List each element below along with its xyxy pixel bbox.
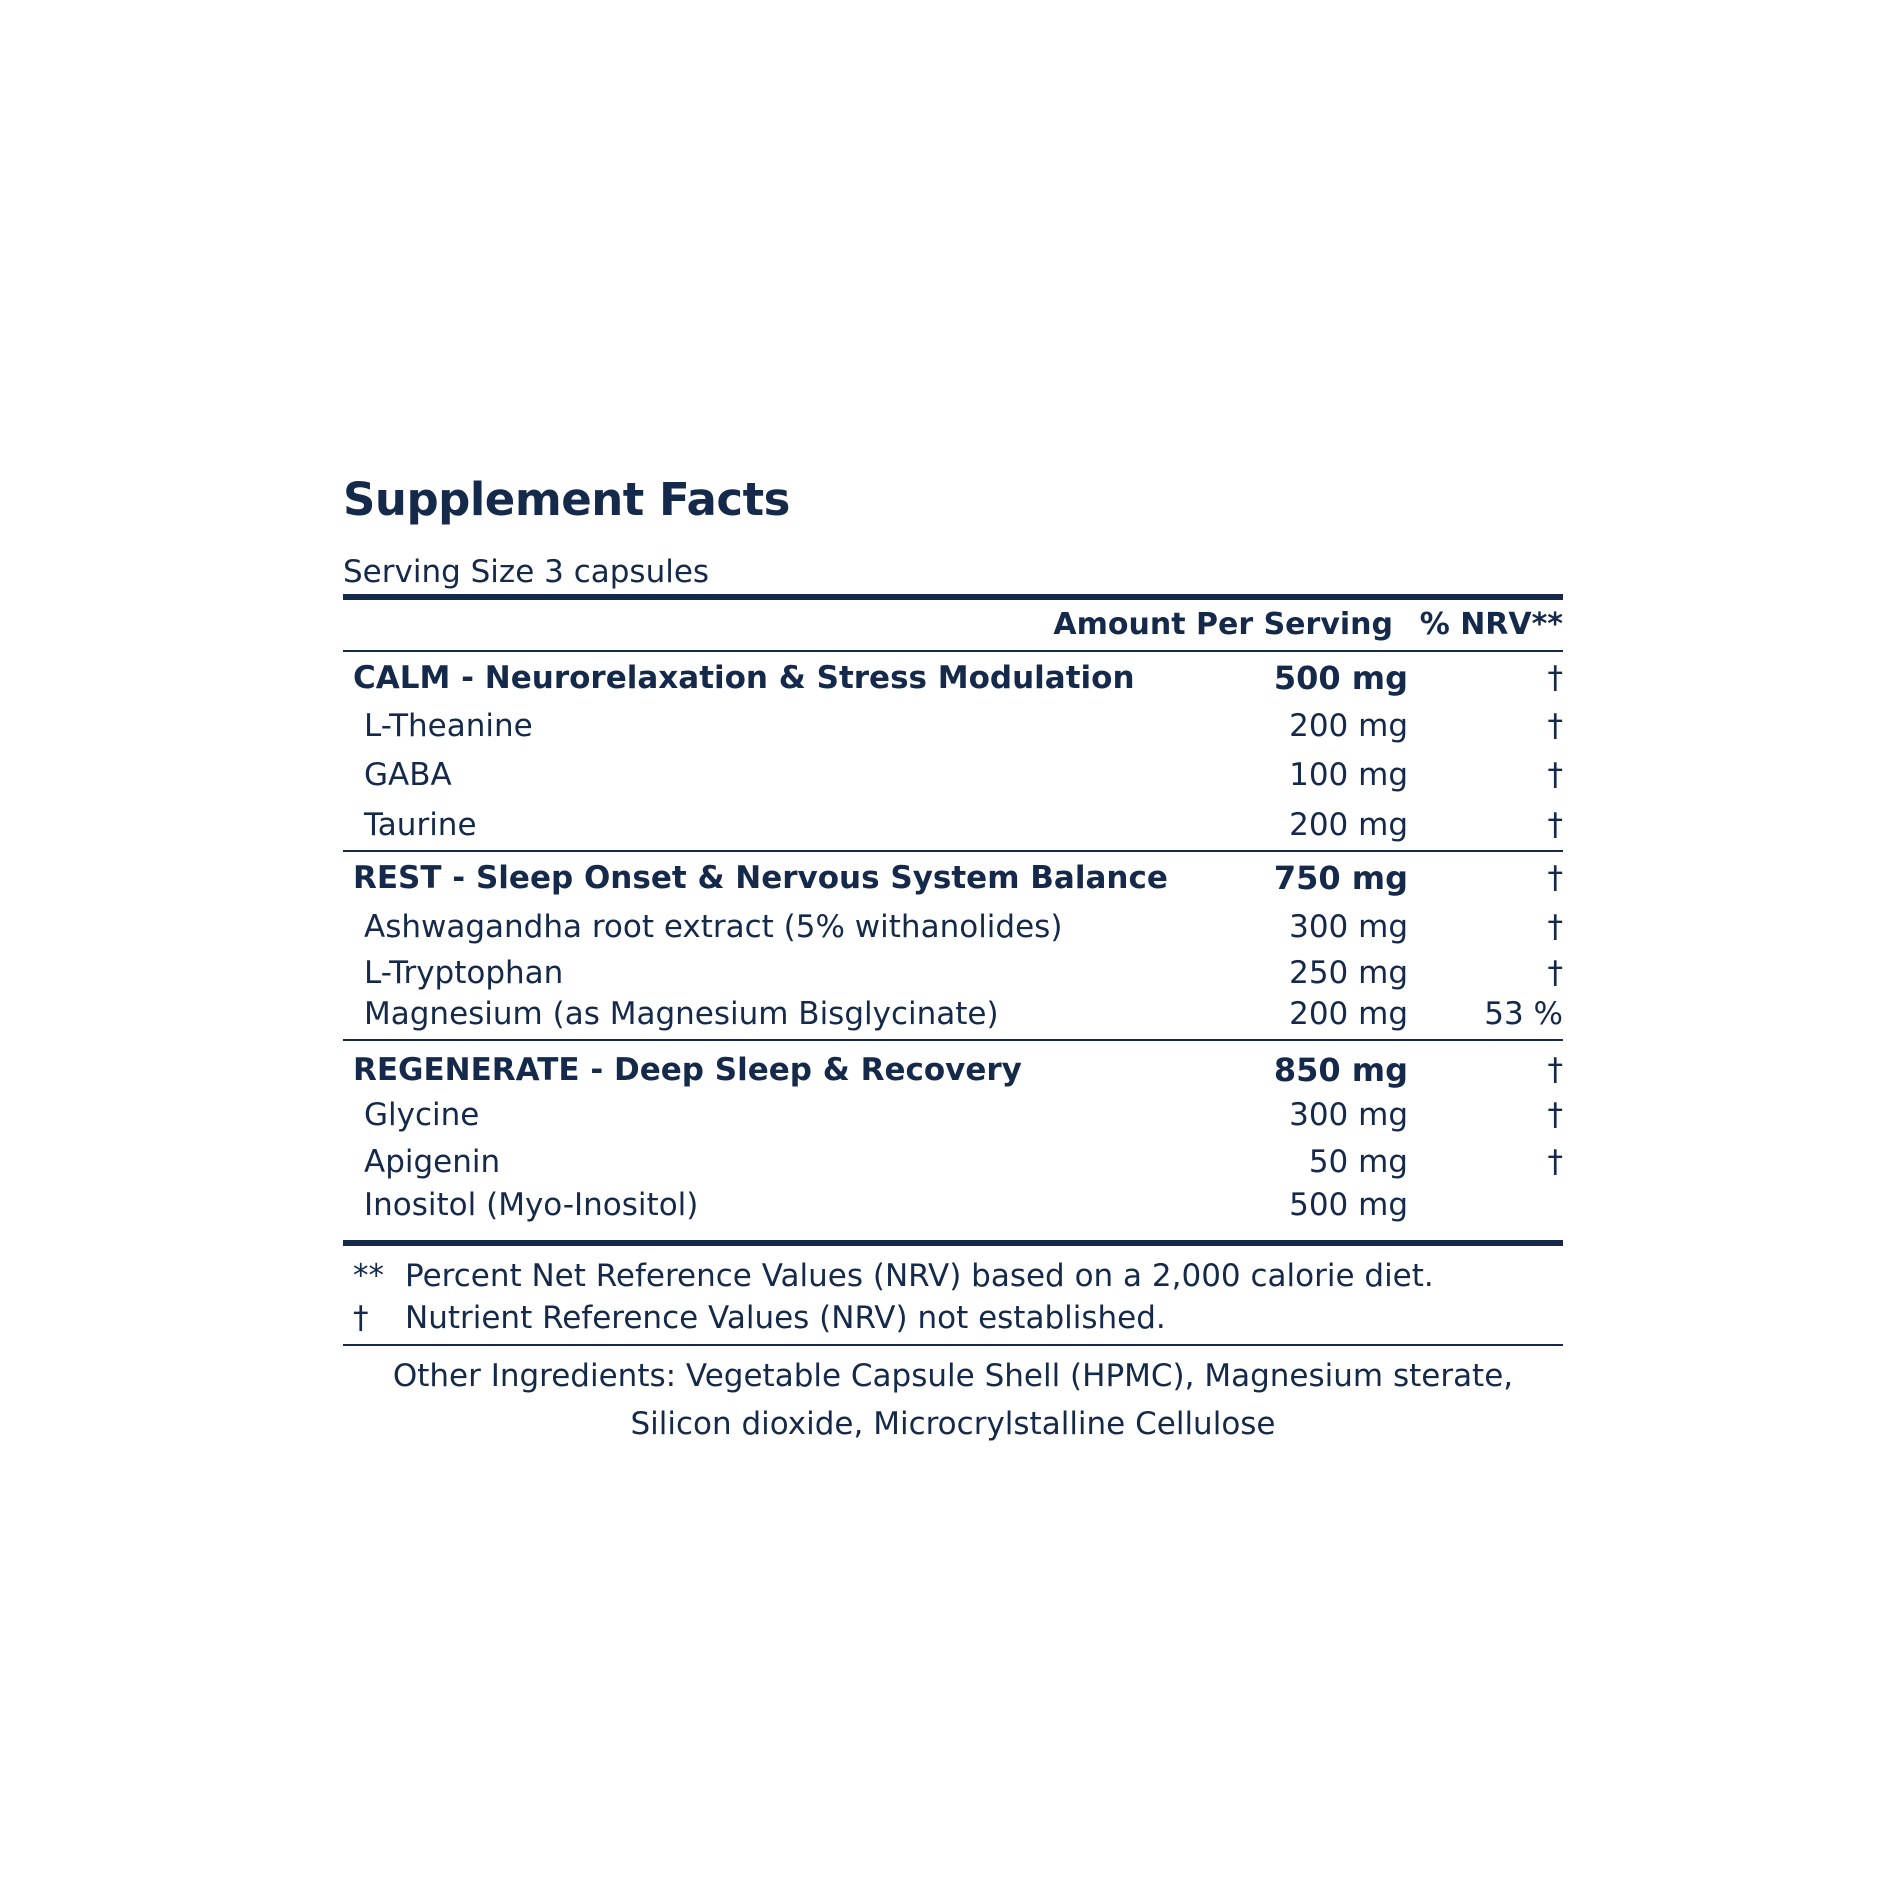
panel-title: Supplement Facts	[343, 473, 790, 526]
group-amount: 750 mg	[1273, 859, 1408, 897]
top-thick-divider	[343, 594, 1563, 600]
ingredient-name: Apigenin	[364, 1144, 501, 1180]
ingredient-amount: 200 mg	[1289, 996, 1408, 1032]
group-row-calm	[343, 656, 1563, 700]
group-divider	[343, 1039, 1563, 1041]
group-nrv: †	[1547, 660, 1563, 696]
header-divider	[343, 650, 1563, 652]
ingredient-name: L-Tryptophan	[364, 955, 564, 991]
other-ingredients-line-2: Silicon dioxide, Microcrylstalline Cellulose	[630, 1406, 1276, 1442]
ingredient-nrv: †	[1547, 757, 1563, 793]
ingredient-row	[343, 992, 1563, 1036]
group-row-rest	[343, 856, 1563, 900]
group-row-regenerate	[343, 1048, 1563, 1092]
ingredient-row	[343, 803, 1563, 847]
ingredient-row	[343, 704, 1563, 748]
ingredient-nrv: †	[1547, 807, 1563, 843]
bottom-thick-divider	[343, 1240, 1563, 1246]
ingredient-amount: 500 mg	[1289, 1187, 1408, 1223]
amount-per-serving-header: Amount Per Serving	[1053, 607, 1393, 642]
ingredient-nrv: †	[1547, 708, 1563, 744]
ingredient-nrv: †	[1547, 909, 1563, 945]
group-amount: 850 mg	[1273, 1051, 1408, 1089]
footnote-mark: **	[353, 1258, 384, 1294]
serving-size: Serving Size 3 capsules	[343, 554, 710, 590]
group-nrv: †	[1547, 860, 1563, 896]
ingredient-name: Taurine	[364, 807, 477, 843]
footnote-text: Percent Net Reference Values (NRV) based on a 2,000 calorie diet.	[405, 1258, 1434, 1294]
ingredient-name: Magnesium (as Magnesium Bisglycinate)	[364, 996, 999, 1032]
footnote-not-established	[353, 1298, 1166, 1338]
other-ingredients-line-1: Other Ingredients: Vegetable Capsule Shell (HPMC), Magnesium sterate,	[392, 1358, 1514, 1394]
ingredient-amount: 50 mg	[1308, 1144, 1408, 1180]
ingredient-row	[343, 905, 1563, 949]
group-divider	[343, 850, 1563, 852]
ingredient-name: L-Theanine	[364, 708, 533, 744]
ingredient-nrv: †	[1547, 955, 1563, 991]
ingredient-nrv: †	[1547, 1144, 1563, 1180]
ingredient-amount: 250 mg	[1289, 955, 1408, 991]
footnote-divider	[343, 1344, 1563, 1346]
group-amount: 500 mg	[1273, 659, 1408, 697]
footnote-text: Nutrient Reference Values (NRV) not established.	[405, 1300, 1166, 1336]
ingredient-row	[343, 951, 1563, 995]
ingredient-amount: 300 mg	[1289, 909, 1408, 945]
group-name: CALM - Neurorelaxation & Stress Modulation	[353, 660, 1135, 696]
ingredient-name: Glycine	[364, 1097, 480, 1133]
nrv-header: % NRV**	[1419, 607, 1563, 642]
ingredient-amount: 300 mg	[1289, 1097, 1408, 1133]
group-nrv: †	[1547, 1052, 1563, 1088]
ingredient-amount: 100 mg	[1289, 757, 1408, 793]
ingredient-row	[343, 753, 1563, 797]
ingredient-name: GABA	[364, 757, 452, 793]
ingredient-row	[343, 1183, 1563, 1227]
ingredient-name: Ashwagandha root extract (5% withanolides)	[364, 909, 1063, 945]
ingredient-amount: 200 mg	[1289, 807, 1408, 843]
group-name: REGENERATE - Deep Sleep & Recovery	[353, 1052, 1022, 1088]
ingredient-amount: 200 mg	[1289, 708, 1408, 744]
ingredient-nrv: †	[1547, 1097, 1563, 1133]
ingredient-row	[343, 1093, 1563, 1137]
footnote-nrv-basis	[353, 1256, 1434, 1296]
ingredient-nrv: 53 %	[1484, 996, 1563, 1032]
ingredient-row	[343, 1140, 1563, 1184]
group-name: REST - Sleep Onset & Nervous System Balance	[353, 860, 1168, 896]
ingredient-name: Inositol (Myo-Inositol)	[364, 1187, 699, 1223]
footnote-mark: †	[353, 1300, 369, 1336]
